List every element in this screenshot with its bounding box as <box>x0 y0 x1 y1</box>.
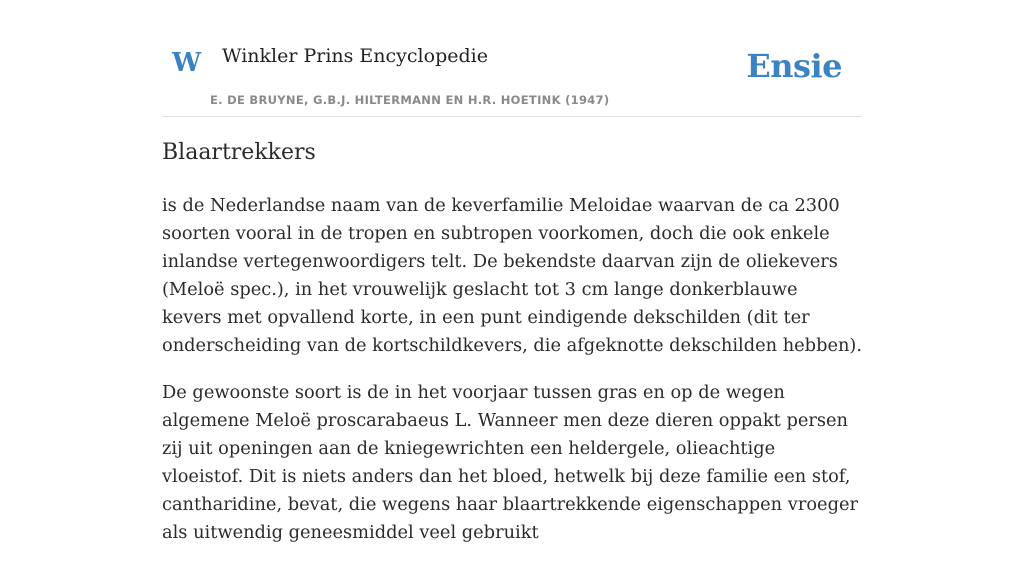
source-title[interactable]: Winkler Prins Encyclopedie <box>222 45 488 67</box>
winkler-prins-logo[interactable]: W <box>172 48 202 78</box>
source-authors: E. DE BRUYNE, G.B.J. HILTERMANN EN H.R. HOETINK (1947) <box>210 93 610 107</box>
paragraph-2: De gewoonste soort is de in het voorjaar tussen gras en op de wegen algemene Meloë proscarabaeus L. Wanneer men deze dieren oppakt persen zij uit openingen aan de kniegewrichten een heldergele, olieachtige vloeistof. Dit is niets anders dan het bloed, hetwelk bij deze familie een stof, cantharidine, bevat, die wegens haar blaartrekkende eigenschappen vroeger als uitwendig geneesmiddel veel gebruikt <box>162 382 858 543</box>
site-header <box>162 0 862 117</box>
article-body <box>162 192 862 566</box>
paragraph-1: is de Nederlandse naam van de keverfamilie Meloidae waarvan de ca 2300 soorten vooral in de tropen en subtropen voorkomen, doch die ook enkele inlandse vertegenwoordigers telt. De bekendste daarvan zijn de oliekevers (Meloë spec.), in het vrouwelijk geslacht tot 3 cm lange donkerblauwe kevers met opvallend korte, in een punt eindigende dekschilden (dit ter onderscheiding van de kortschildkevers, die afgeknotte dekschilden hebben). <box>162 195 863 356</box>
entry-title: Blaartrekkers <box>162 140 316 165</box>
ensie-logo[interactable]: Ensie <box>746 47 842 85</box>
